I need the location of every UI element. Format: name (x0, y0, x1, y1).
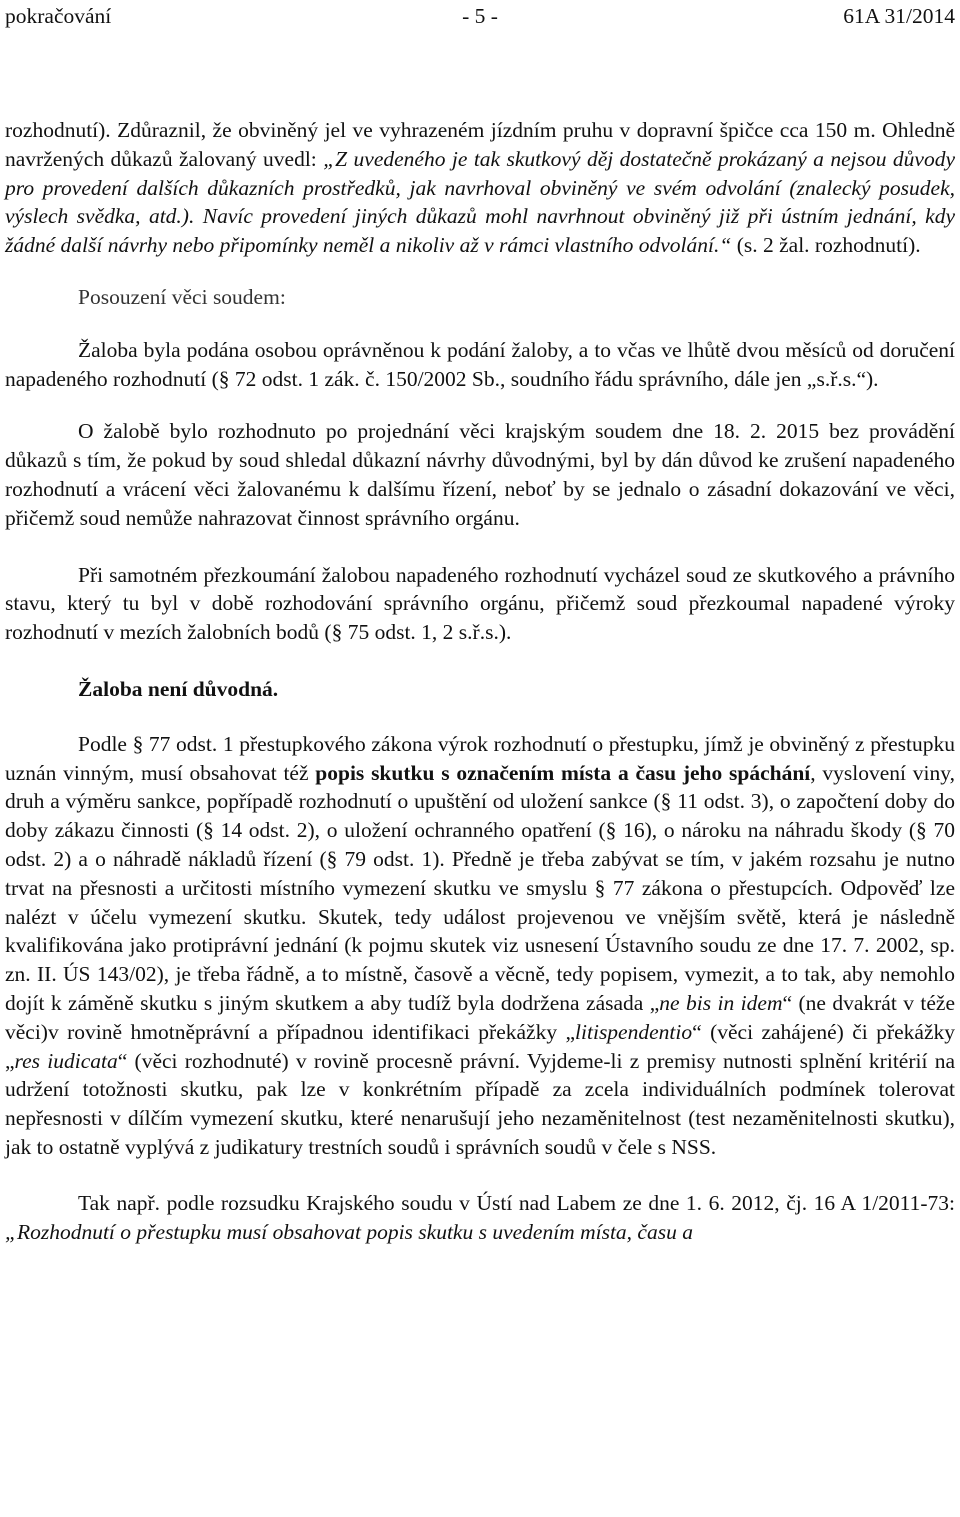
section-heading: Posouzení věci soudem: (78, 284, 286, 309)
latin-term: ne bis in idem (659, 990, 783, 1015)
paragraph-text: “ (ne dvakrát v téže věci)v rovině hmotněprávní a případnou identifikaci překážky „ (5, 990, 955, 1044)
verdict-heading: Žaloba není důvodná. (78, 676, 279, 701)
paragraph-text: Podle § 77 odst. 1 přestupkového zákona výrok rozhodnutí o přestupku, jímž je obviněný z přestupku uznán vinným, musí obsahovat též (5, 731, 955, 785)
paragraph-text: “ (věci rozhodnuté) v rovině procesně právní. Vyjdeme-li z premisy nutnosti splnění kritérií na udržení totožnosti skutku, pak lze v konkrétním případě za zcela individuálních podmínek tolerovat nepřesnosti v dílčím vymezení skutku, které nenarušují jeho nezaměnitelnost (test nezaměnitelnosti skutku), jak to ostatně vyplývá z judikatury trestních soudů i správních soudů v čele s NSS. (5, 1048, 955, 1159)
header-page-number: - 5 - (462, 4, 498, 28)
paragraph-text: (s. 2 žal. rozhodnutí). (731, 233, 921, 258)
paragraph-text: “ (věci zahájené) či překážky „ (5, 1019, 955, 1073)
latin-term: res iudicata (14, 1048, 118, 1073)
quoted-statement: „Z uvedeného je tak skutkový děj dostatečně prokázaný a nejsou důvody pro provedení dalších důkazních prostředků, jak navrhoval obviněný ve svém odvolání (znalecký posudek, výslech svědka, atd.). Navíc provedení jiných důkazů mohl navrhnout obviněný již při ústním jednání, kdy žádné další návrhy nebo připomínky neměl a nikoliv až v rámci vlastního odvolání.“ (5, 146, 955, 258)
paragraph-text: Tak např. podle rozsudku Krajského soudu v Ústí nad Labem ze dne 1. 6. 2012, čj. 16 A 1/2011-73: (78, 1190, 955, 1215)
paragraph-text: rozhodnutí). Zdůraznil, že obviněný jel ve vyhrazeném jízdním pruhu v dopravní špičce cca 150 m. Ohledně navržených důkazů žalovaný uvedl: (5, 118, 955, 171)
bold-emphasis: popis skutku s označením místa a času jeho spáchání (315, 760, 811, 785)
paragraph-admissibility: Žaloba byla podána osobou oprávněnou k podání žaloby, a to včas ve lhůtě dvou měsíců od doručení napadeného rozhodnutí (§ 72 odst. 1 zák. č. 150/2002 Sb., soudního řádu správního, dále jen „s.ř.s.“). (5, 337, 955, 391)
paragraph-text: , vyslovení viny, druh a výměru sankce, popřípadě rozhodnutí o upuštění od uložení sankce (§ 11 odst. 3), o započtení doby do doby zákazu činnosti (§ 14 odst. 2), o uložení ochranného opatření (§ 16), o nároku na náhradu škody (§ 70 odst. 2) a o náhradě nákladů řízení (§ 79 odst. 1). Předně je třeba zabývat se tím, v jakém rozsahu je nutno trvat na přesnosti a určitosti místního vymezení skutku ve smyslu § 77 zákona o přestupcích. Odpověď lze nalézt v účelu vymezení skutku. Skutek, tedy událost projevenou ve vnějším světě, která je následně kvalifikována jako protiprávní jednání (k pojmu skutek viz usnesení Ústavního soudu ze dne 17. 7. 2002, sp. zn. II. ÚS 143/02), je třeba řádně, a to místně, časově a věcně, tedy popisem, vymezit, a to tak, aby nemohlo dojít k záměně skutku s jiným skutkem a aby tudíž byla dodržena zásada „ (5, 760, 955, 1015)
paragraph-case-citation (5, 1189, 955, 1247)
header-case-number: 61A 31/2014 (843, 4, 955, 28)
paragraph-review-scope: Při samotném přezkoumání žalobou napadeného rozhodnutí vycházel soud ze skutkového a právního stavu, který tu byl v době rozhodování správního orgánu, přičemž soud přezkoumal napadené výroky rozhodnutí v mezích žalobních bodů (§ 75 odst. 1, 2 s.ř.s.). (5, 562, 955, 645)
paragraph-defendant-statement (5, 116, 955, 260)
document-body (5, 116, 955, 1246)
header-continuation: pokračování (5, 4, 112, 28)
paragraph-legal-analysis (5, 730, 955, 1162)
paragraph-hearing: O žalobě bylo rozhodnuto po projednání věci krajským soudem dne 18. 2. 2015 bez provádění důkazů s tím, že pokud by soud shledal důkazní návrhy důvodnými, byl by dán důvod ke zrušení napadeného rozhodnutí a vrácení věci žalovanému k dalšímu řízení, neboť by se jednalo o zásadní dokazování ve věci, přičemž soud nemůže nahrazovat činnost správního orgánu. (5, 419, 955, 530)
latin-term: litispendentio (575, 1019, 693, 1044)
quoted-judgment: „Rozhodnutí o přestupku musí obsahovat popis skutku s uvedením místa, času a (5, 1219, 693, 1244)
page-header (5, 2, 955, 31)
